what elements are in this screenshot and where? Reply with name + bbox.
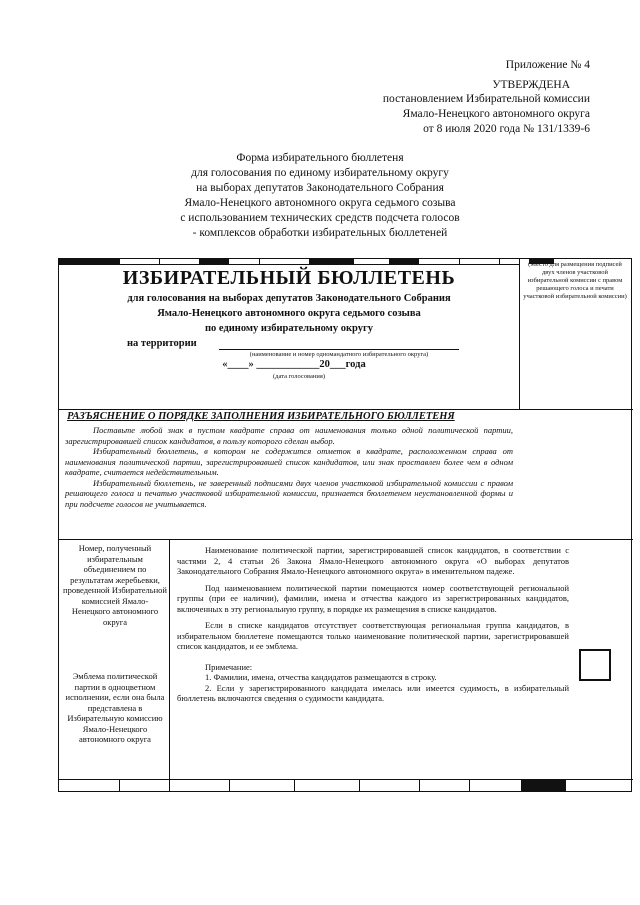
party-number-caption: Номер, полученный избирательным объединением по результатам жеребьевки, проведенной Избирательной комиссией Ямало-Ненецкого автономного округа bbox=[63, 543, 167, 627]
ballot-frame bbox=[58, 258, 632, 792]
form-title-line: с использованием технических средств подсчета голосов bbox=[180, 212, 460, 224]
signature-place: (Место для размещения подписей двух членов участковой избирательной комиссии с правом решающего голоса и печати участковой избирательной комиссии) bbox=[523, 261, 627, 300]
form-title-line: Ямало-Ненецкого автономного округа седьмого созыва bbox=[184, 197, 456, 209]
approval-line-3: от 8 июля 2020 года № 131/1339-6 bbox=[423, 123, 590, 135]
explanation-paragraph: Поставьте любой знак в пустом квадрате справа от наименования только одной политической партии, зарегистрировавшей список кандидатов, в пользу которого сделан выбор. bbox=[65, 425, 513, 446]
column-divider bbox=[169, 539, 170, 779]
party-emblem-caption: Эмблема политической партии в одноцветном исполнении, если она была представлена в Избирательную комиссию Ямало-Ненецкого автономного округа bbox=[65, 671, 165, 744]
territory-caption: (наименование и номер одномандатного избирательного округа) bbox=[249, 351, 429, 358]
party-description bbox=[177, 545, 569, 704]
date-caption: (дата голосования) bbox=[272, 373, 326, 380]
note-item: 1. Фамилии, имена, отчества кандидатов размещаются в строку. bbox=[205, 672, 437, 682]
approval-line-2: Ямало-Ненецкого автономного округа bbox=[402, 108, 590, 120]
territory-label: на территории bbox=[127, 338, 197, 349]
appendix-number: Приложение № 4 bbox=[505, 59, 590, 71]
timing-mark bbox=[521, 779, 566, 792]
explanation-paragraph: Избирательный бюллетень, не заверенный подписями двух членов участковой избирательной комиссии с правом решающего голоса и печатью участковой избирательной комиссии, признается бюллетенем неустановленной формы и при подсчете голосов не учитывается. bbox=[65, 477, 513, 509]
ballot-title: ИЗБИРАТЕЛЬНЫЙ БЮЛЛЕТЕНЬ bbox=[122, 267, 456, 289]
party-paragraph: Если в списке кандидатов отсутствует соответствующая региональная группа кандидатов, в избирательном бюллетене помещаются только наименование политической партии, зарегистрировавшей список кандидатов, и ее эмблема. bbox=[177, 620, 569, 651]
note-title: Примечание: bbox=[205, 661, 253, 672]
note-item: 2. Если у зарегистрированного кандидата имелась или имеется судимость, в избирательный бюллетень включаются сведения о судимости кандидата. bbox=[177, 682, 569, 703]
party-paragraph: Под наименованием политической партии помещаются номер соответствующей региональной группы (при ее наличии), фамилии, имена и отчества каждого из зарегистрированных кандидатов, включенных в эту региональную группу, в порядке их размещения в списке кандидатов. bbox=[177, 582, 569, 614]
ballot-subtitle-3: по единому избирательному округу bbox=[205, 323, 373, 334]
territory-line bbox=[219, 349, 459, 350]
vote-checkbox[interactable] bbox=[579, 649, 611, 681]
party-paragraph: Наименование политической партии, зарегистрировавшей список кандидатов, в соответствии с частями 2, 4 статьи 26 Закона Ямало-Ненецкого автономного округа «О выборах депутатов Законодательного Собрания Ямало-Ненецкого автономного округа» в именительном падеже. bbox=[177, 545, 569, 576]
form-title bbox=[150, 151, 490, 241]
form-title-line: для голосования по единому избирательному округу bbox=[191, 167, 449, 179]
ballot-subtitle-1: для голосования на выборах депутатов Законодательного Собрания bbox=[127, 293, 451, 304]
signature-divider bbox=[519, 259, 520, 409]
form-title-line: на выборах депутатов Законодательного Собрания bbox=[196, 182, 444, 194]
approval-line-1: постановлением Избирательной комиссии bbox=[382, 93, 590, 105]
explanation-paragraph: Избирательный бюллетень, в котором не содержится отметок в квадрате, расположенном справа от наименования политической партии, зарегистрировавшей список кандидатов, или знак проставлен более чем в одном квадрате, считается недействительным. bbox=[65, 446, 513, 477]
approved-label: УТВЕРЖДЕНА bbox=[492, 79, 570, 91]
ballot-subtitle-2: Ямало-Ненецкого автономного округа седьмого созыва bbox=[157, 308, 421, 319]
date-line: «____» ____________20___года bbox=[222, 359, 366, 370]
form-title-line: Форма избирательного бюллетеня bbox=[236, 152, 404, 164]
explanation-title: РАЗЪЯСНЕНИЕ О ПОРЯДКЕ ЗАПОЛНЕНИЯ ИЗБИРАТЕЛЬНОГО БЮЛЛЕТЕНЯ bbox=[67, 411, 455, 422]
form-title-line: - комплексов обработки избирательных бюллетеней bbox=[192, 227, 448, 239]
explanation-text bbox=[65, 425, 513, 509]
